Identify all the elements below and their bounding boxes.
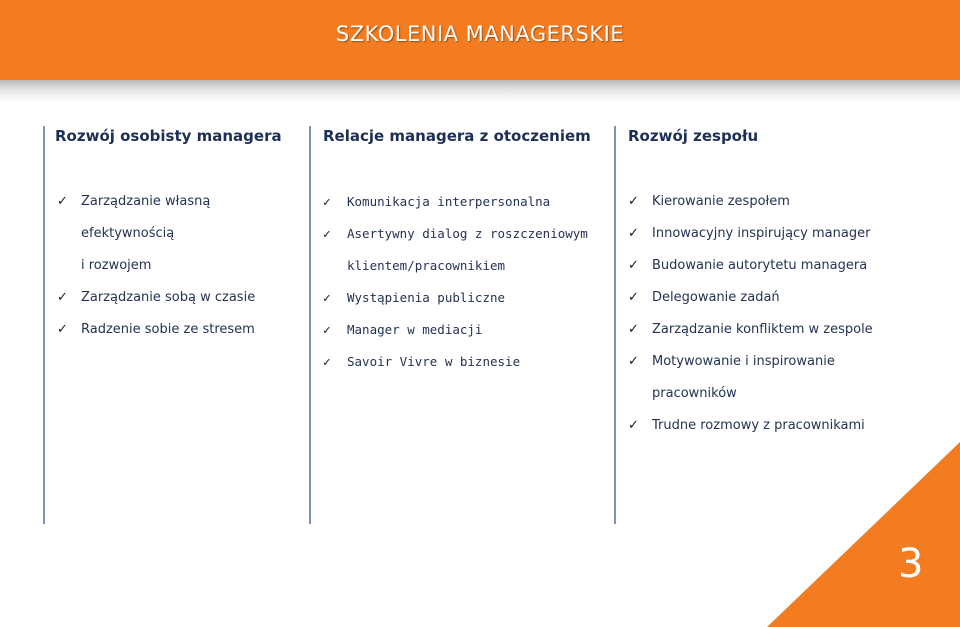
column-header-team-development: Rozwój zespołu: [628, 127, 759, 145]
column-header-relations: Relacje managera z otoczeniem: [323, 127, 591, 145]
banner-shadow: [0, 80, 960, 102]
checkmark-icon: ✓: [323, 354, 331, 369]
corner-triangle: [767, 442, 960, 627]
column-divider: [43, 126, 45, 524]
checkmark-icon: ✓: [57, 322, 68, 337]
checkmark-icon: ✓: [628, 226, 639, 241]
checkmark-icon: ✓: [628, 322, 639, 337]
page-number: 3: [898, 541, 924, 587]
checkmark-icon: ✓: [323, 290, 331, 305]
column-header-personal-development: Rozwój osobisty managera: [55, 127, 282, 145]
corner-triangle-shape: [767, 442, 960, 627]
checkmark-icon: ✓: [628, 194, 639, 209]
checkmark-icon: ✓: [323, 226, 331, 241]
checkmark-icon: ✓: [628, 418, 639, 433]
checkmark-icon: ✓: [323, 194, 331, 209]
checkmark-icon: ✓: [628, 354, 639, 369]
checkmark-icon: ✓: [323, 322, 331, 337]
title-banner: [0, 0, 960, 80]
checkmark-icon: ✓: [628, 290, 639, 305]
column-divider: [309, 126, 311, 524]
checkmark-icon: ✓: [57, 194, 68, 209]
column-divider: [614, 126, 616, 524]
checkmark-icon: ✓: [628, 258, 639, 273]
checkmark-icon: ✓: [57, 290, 68, 305]
slide-title: SZKOLENIA MANAGERSKIE: [335, 22, 625, 46]
